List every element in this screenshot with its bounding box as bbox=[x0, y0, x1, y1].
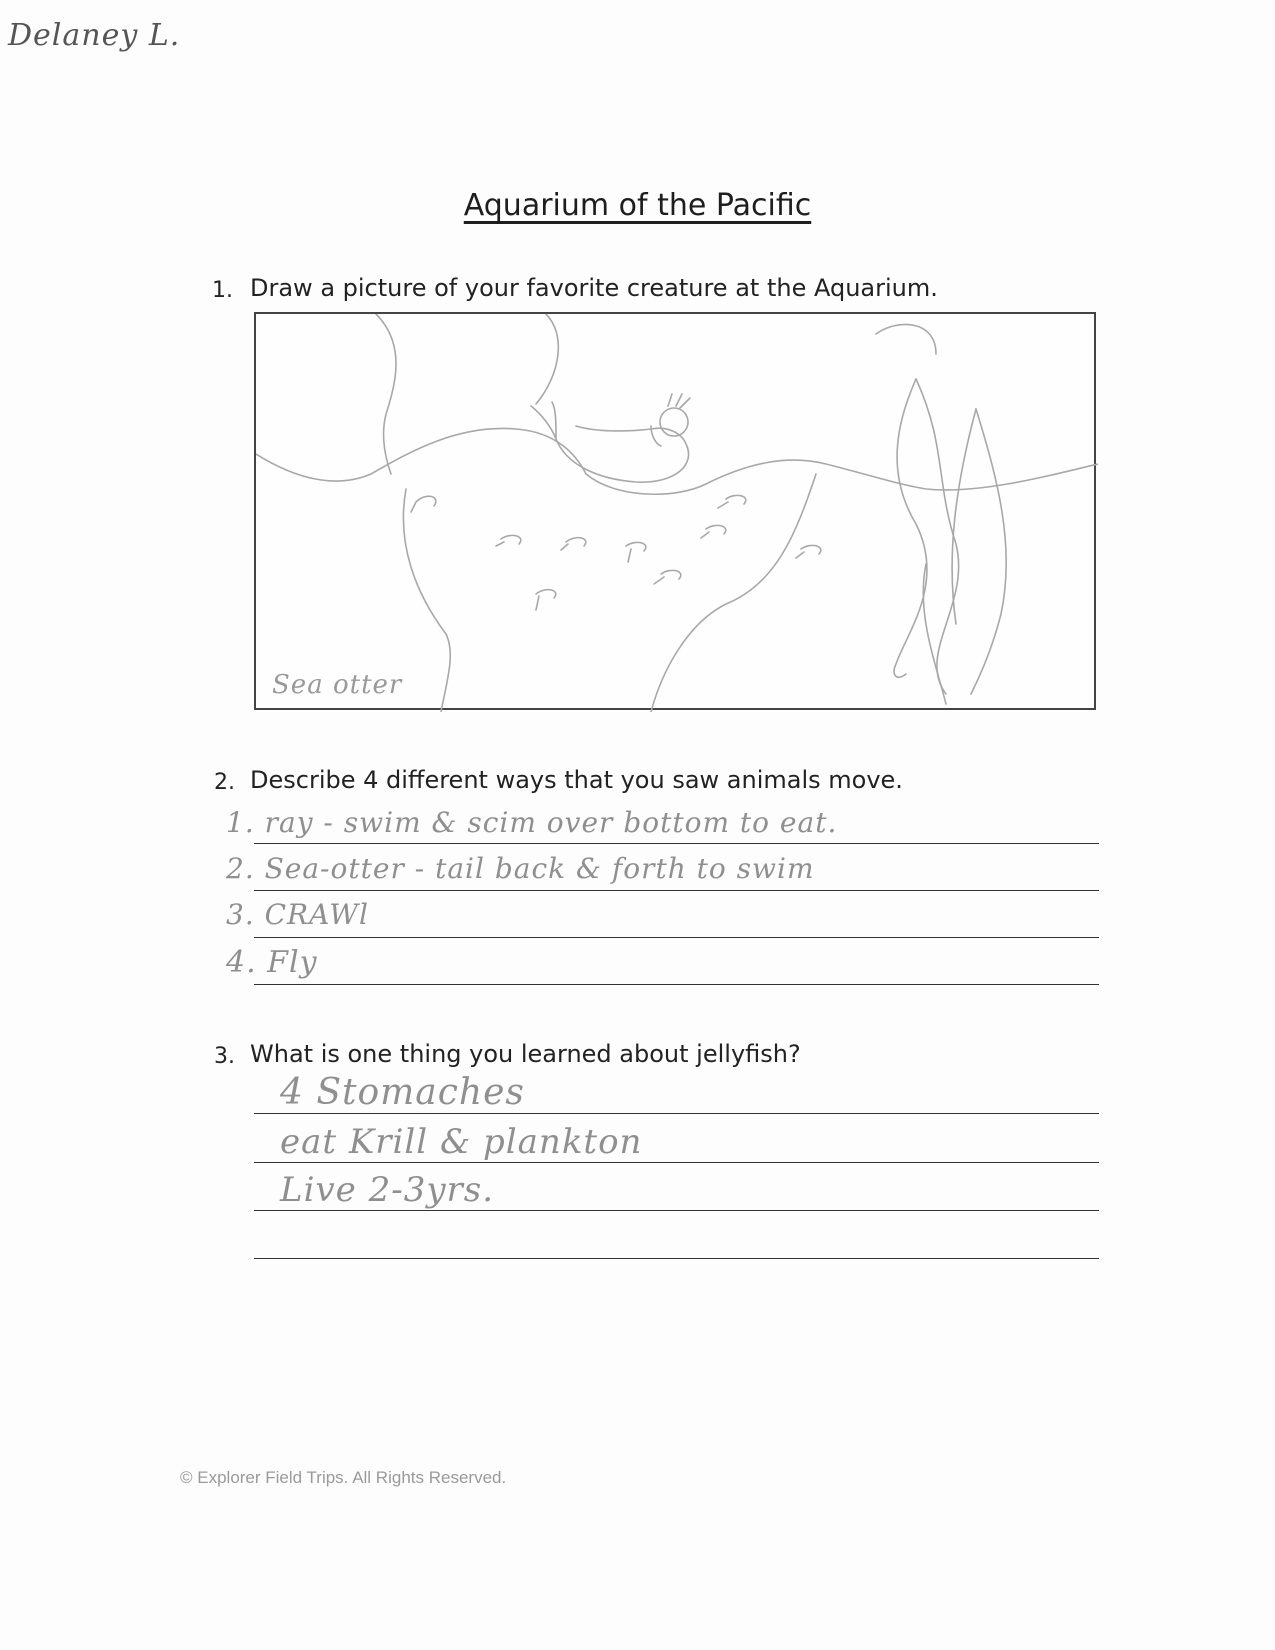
q2-answer-line-4 bbox=[254, 984, 1099, 985]
question-1-number: 1. bbox=[212, 278, 233, 303]
q3-answer-line-3 bbox=[254, 1210, 1099, 1211]
q3-answer-line-1 bbox=[254, 1113, 1099, 1114]
q2-answer-line-1 bbox=[254, 843, 1099, 844]
q3-answer-1: 4 Stomaches bbox=[280, 1072, 525, 1113]
question-1-text: Draw a picture of your favorite creature at the Aquarium. bbox=[250, 274, 938, 302]
q2-answer-4: 4. Fly bbox=[226, 945, 318, 980]
q3-answer-2: eat Krill & plankton bbox=[280, 1122, 643, 1162]
drawing-box bbox=[254, 312, 1096, 710]
q2-answer-line-2 bbox=[254, 890, 1099, 891]
q2-answer-line-3 bbox=[254, 937, 1099, 938]
question-3-text: What is one thing you learned about jellyfish? bbox=[250, 1040, 801, 1068]
q3-answer-line-2 bbox=[254, 1162, 1099, 1163]
sea-otter-drawing bbox=[256, 314, 1098, 712]
drawing-caption: Sea otter bbox=[272, 670, 403, 700]
q2-answer-2: 2. Sea-otter - tail back & forth to swim bbox=[226, 852, 815, 885]
student-name: Delaney L. bbox=[8, 18, 181, 53]
worksheet-title: Aquarium of the Pacific bbox=[463, 188, 812, 223]
q3-answer-3: Live 2-3yrs. bbox=[280, 1170, 495, 1210]
question-2-number: 2. bbox=[214, 770, 235, 795]
q3-answer-line-4 bbox=[254, 1258, 1099, 1259]
copyright-footer: © Explorer Field Trips. All Rights Reserved. bbox=[180, 1468, 507, 1487]
q2-answer-3: 3. CRAWl bbox=[226, 898, 369, 931]
question-2-text: Describe 4 different ways that you saw animals move. bbox=[250, 766, 903, 794]
question-3-number: 3. bbox=[214, 1044, 235, 1069]
q2-answer-1: 1. ray - swim & scim over bottom to eat. bbox=[226, 806, 838, 839]
